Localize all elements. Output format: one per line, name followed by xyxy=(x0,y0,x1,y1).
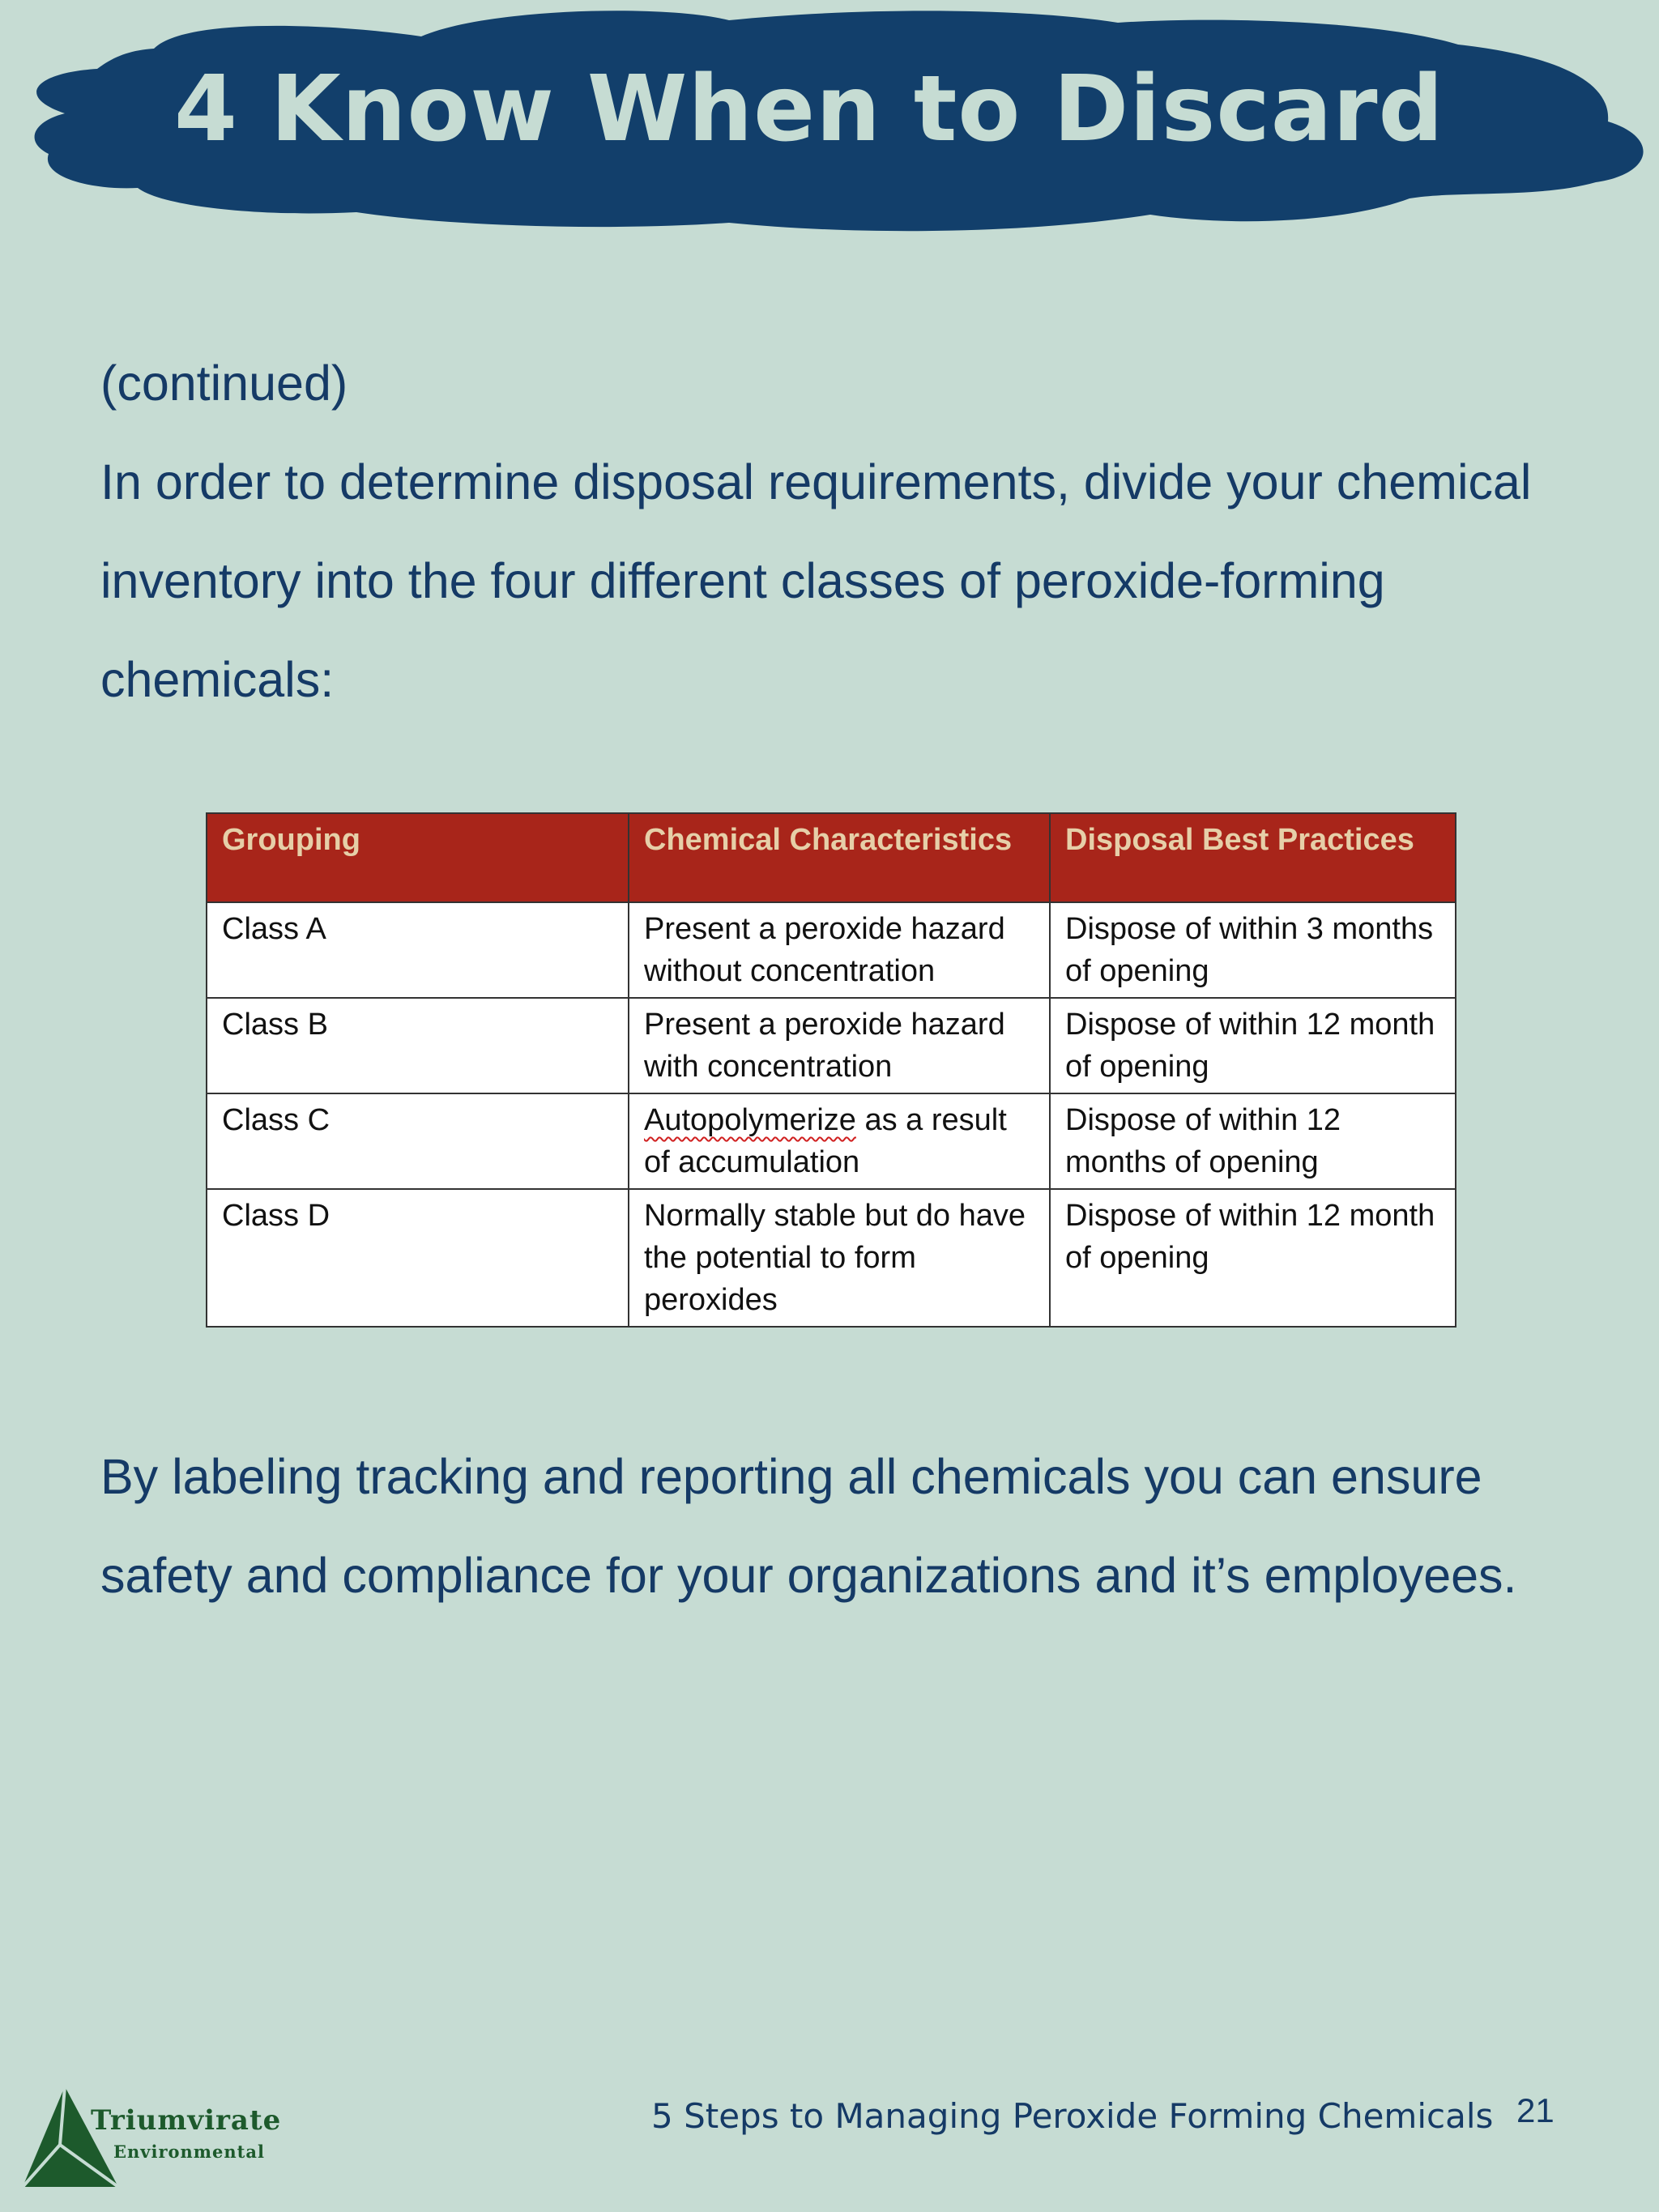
cell-disposal: Dispose of within 12 month of opening xyxy=(1050,998,1456,1093)
title-banner xyxy=(0,0,1659,251)
cell-characteristics xyxy=(629,1093,1050,1189)
cell-characteristics-rest: as a result of accumulation xyxy=(644,1103,1007,1179)
header-characteristics: Chemical Characteristics xyxy=(629,813,1050,902)
spellcheck-word: Autopolymerize xyxy=(644,1103,856,1137)
cell-grouping: Class C xyxy=(207,1093,629,1189)
cell-characteristics: Present a peroxide hazard without concentration xyxy=(629,902,1050,998)
outro-section xyxy=(100,1427,1591,1625)
cell-disposal: Dispose of within 12 month of opening xyxy=(1050,1189,1456,1327)
cell-characteristics: Normally stable but do have the potential to form peroxides xyxy=(629,1189,1050,1327)
logo-line1: Triumvirate xyxy=(91,2104,282,2137)
triangle-logo-icon xyxy=(19,2080,125,2193)
logo-line2: Environmental xyxy=(113,2142,265,2162)
cell-characteristics: Present a peroxide hazard with concentration xyxy=(629,998,1050,1093)
peroxide-classes-table xyxy=(206,812,1456,1328)
header-grouping: Grouping xyxy=(207,813,629,902)
page-title: 4 Know When to Discard xyxy=(174,57,1444,162)
table-row xyxy=(207,1189,1456,1327)
page-number: 21 xyxy=(1516,2091,1555,2129)
intro-section xyxy=(100,334,1591,729)
header-disposal: Disposal Best Practices xyxy=(1050,813,1456,902)
cell-grouping: Class B xyxy=(207,998,629,1093)
triumvirate-logo xyxy=(19,2080,287,2193)
cell-disposal: Dispose of within 3 months of opening xyxy=(1050,902,1456,998)
table-row xyxy=(207,1093,1456,1189)
table-header-row xyxy=(207,813,1456,902)
table-row xyxy=(207,998,1456,1093)
cell-disposal: Dispose of within 12 months of opening xyxy=(1050,1093,1456,1189)
cell-grouping: Class D xyxy=(207,1189,629,1327)
footer-title: 5 Steps to Managing Peroxide Forming Chemicals xyxy=(651,2096,1494,2136)
cell-grouping: Class A xyxy=(207,902,629,998)
intro-paragraph: In order to determine disposal requirements, divide your chemical inventory into the four different classes of peroxide-forming chemicals: xyxy=(100,454,1532,707)
outro-paragraph: By labeling tracking and reporting all chemicals you can ensure safety and compliance for your organizations and it’s employees. xyxy=(100,1449,1517,1603)
table-row xyxy=(207,902,1456,998)
continued-label: (continued) xyxy=(100,356,348,411)
